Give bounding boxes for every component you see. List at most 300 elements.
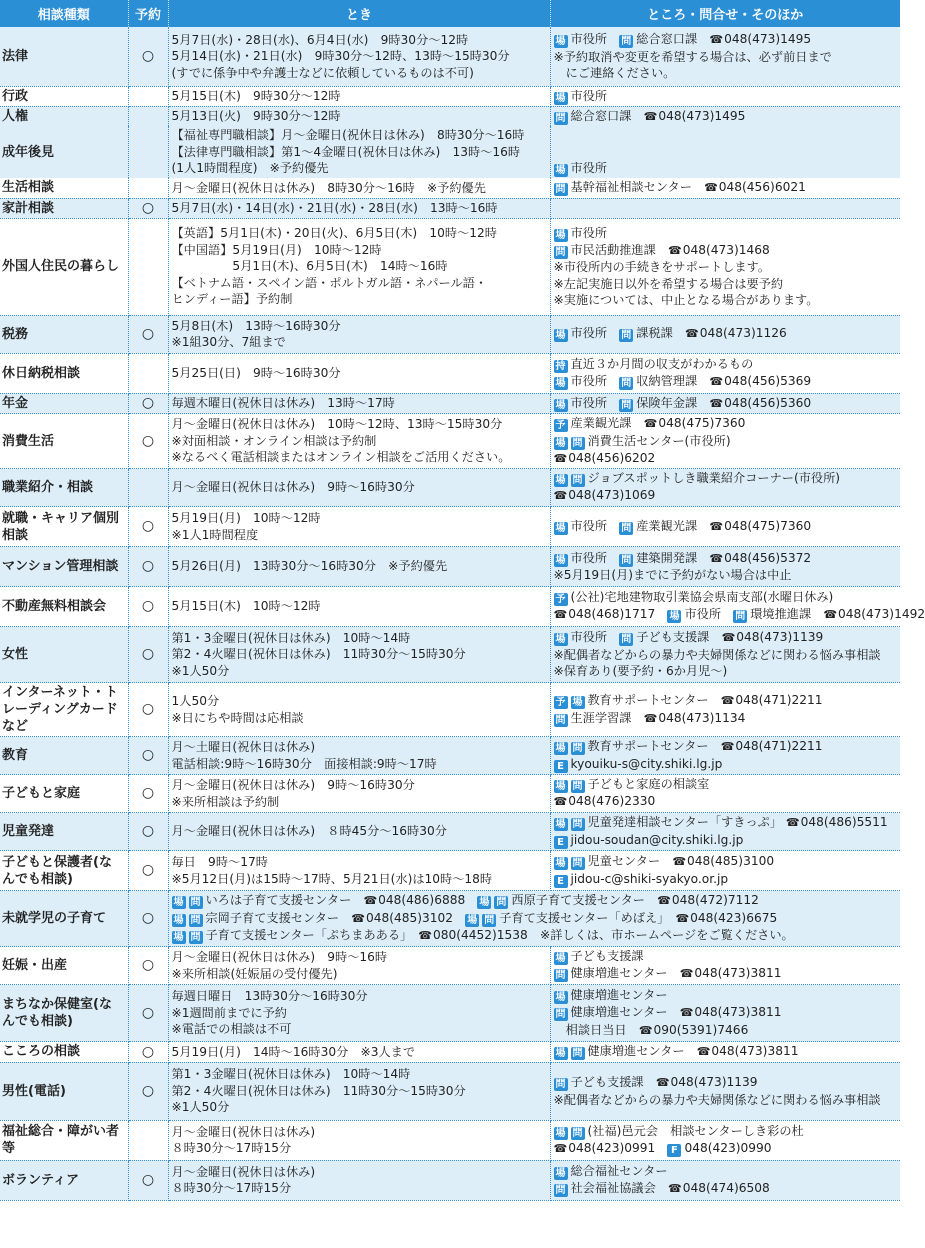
cell-line: ※日にちや時間は応相談: [171, 710, 304, 725]
phone-icon: ☎: [679, 1006, 694, 1019]
label-badge: 場: [555, 437, 566, 449]
cell-line: 場 問 児童センター ☎048(485)3100: [555, 854, 775, 870]
place-info: [550, 126, 900, 178]
label-badge: 問: [621, 377, 632, 389]
label-badge: 問: [555, 1184, 566, 1196]
cell-line: 月～金曜日(祝休日は休み) 9時～16時30分: [171, 480, 415, 495]
label-badge: 場: [555, 554, 566, 566]
cell-line: ※1人50分: [171, 663, 230, 678]
label-badge: 予: [555, 594, 566, 606]
category-name: 女性: [0, 627, 128, 683]
reservation-mark: [128, 1120, 168, 1160]
table-row: [0, 126, 900, 178]
label-badge: 問: [621, 634, 632, 646]
cell-line: 場 問 宗岡子育て支援センター ☎048(485)3102 場 問 子育て支援センター「めばえ」 ☎048(423)6675: [173, 910, 778, 926]
category-name: 消費生活: [0, 414, 128, 469]
place-info: [550, 1062, 900, 1120]
time-info: [168, 947, 550, 985]
cell-line: 場 問 いろは子育て支援センター ☎048(486)6888 場 問 西原子育て支援センター ☎048(472)7112: [173, 893, 759, 909]
phone-icon: ☎: [709, 33, 724, 46]
reservation-mark: ○: [128, 683, 168, 737]
cell-line: 予 場 教育サポートセンター ☎048(471)2211: [555, 693, 823, 708]
header-place: ところ・問合せ・そのほか: [550, 0, 900, 27]
header-time: とき: [168, 0, 550, 27]
place-info: [550, 851, 900, 891]
cell-line: 第1・3金曜日(祝休日は休み) 10時～14時: [171, 630, 411, 645]
cell-line: (1人1時間程度) ※予約優先: [171, 161, 329, 176]
label-badge: 場: [555, 229, 566, 241]
label-badge: 場: [555, 634, 566, 646]
reservation-mark: ○: [128, 851, 168, 891]
cell-line: 場 健康増進センター: [555, 988, 668, 1003]
phone-icon: ☎: [553, 1141, 568, 1155]
cell-line: 5月13日(火) 9時30分～12時: [171, 109, 341, 123]
table-row: [0, 547, 900, 587]
label-badge: 場: [669, 611, 680, 623]
cell-line: 問 生涯学習課 ☎048(473)1134: [555, 710, 746, 726]
category-name: 職業紹介・相談: [0, 469, 128, 507]
cell-line: ※1組30分、7組まで: [171, 335, 286, 349]
label-badge: 予: [555, 697, 566, 708]
label-badge: 問: [190, 897, 201, 909]
label-badge: 場: [555, 330, 566, 342]
cell-line: 場 問 (社福)邑元会 相談センターしき彩の杜: [555, 1123, 804, 1139]
cell-line: 5月7日(水)・14日(水)・21日(水)・28日(水) 13時～16時: [171, 200, 498, 215]
cell-line: ※1人1時間程度: [171, 527, 259, 542]
place-info: [550, 683, 900, 737]
reservation-mark: [128, 106, 168, 126]
label-badge: 問: [572, 1048, 583, 1059]
time-info: [168, 178, 550, 198]
place-info: [550, 627, 900, 683]
label-badge: F: [667, 1144, 681, 1157]
time-info: [168, 587, 550, 627]
label-badge: 問: [572, 781, 583, 793]
cell-line: ※対面相談・オンライン相談は予約制: [171, 433, 377, 448]
table-row: [0, 414, 900, 469]
cell-line: 月～土曜日(祝休日は休み): [171, 740, 316, 754]
phone-icon: ☎: [553, 451, 568, 465]
cell-line: 1人50分: [171, 694, 220, 708]
table-row: [0, 947, 900, 985]
phone-icon: ☎: [655, 1076, 670, 1089]
place-info: [550, 393, 900, 414]
cell-line: 毎週木曜日(祝休日は休み) 13時～17時: [171, 396, 395, 410]
table-row: [0, 198, 900, 218]
reservation-mark: ○: [128, 547, 168, 587]
cell-line: ※なるべく電話相談またはオンライン相談をご活用ください。: [171, 450, 511, 465]
cell-line: 場 問 子育て支援センター「ぷちまあある」 ☎080(4452)1538 ※詳しくは、市ホームページをご覧ください。: [173, 928, 794, 944]
cell-line: ※1人50分: [171, 1100, 230, 1115]
reservation-mark: ○: [128, 1062, 168, 1120]
cell-line: ※5月12日(月)は15時～17時、5月21日(水)は10時～18時: [171, 871, 493, 886]
place-info: [550, 198, 900, 218]
category-name: 教育: [0, 737, 128, 775]
time-info: [168, 1062, 550, 1120]
label-badge: 場: [555, 992, 566, 1003]
cell-line: 持 直近３か月間の収支がわかるもの: [555, 356, 754, 372]
reservation-mark: ○: [128, 627, 168, 683]
cell-line: 5月7日(水)・28日(水)、6月4日(水) 9時30分～12時: [171, 32, 469, 47]
table-row: [0, 393, 900, 414]
phone-icon: ☎: [709, 374, 724, 388]
cell-line: 場 問 子どもと家庭の相談室: [555, 777, 710, 793]
label-badge: 問: [572, 743, 583, 755]
cell-line: ８時30分～17時15分: [171, 1141, 292, 1155]
time-info: [168, 1042, 550, 1063]
table-row: [0, 775, 900, 813]
cell-line: 場 市役所 問 保険年金課 ☎048(456)5360: [555, 395, 812, 411]
place-info: [550, 353, 900, 393]
label-badge: 問: [555, 1009, 566, 1020]
phone-icon: ☎: [363, 894, 378, 908]
cell-line: ヒンディー語】予約制: [171, 292, 293, 307]
category-name: 年金: [0, 393, 128, 414]
cell-line: 問 健康増進センター ☎048(473)3811: [555, 966, 782, 982]
cell-line: 【中国語】5月19日(月) 10時～12時: [171, 242, 382, 257]
table-row: [0, 27, 900, 86]
cell-line: [554, 200, 898, 217]
category-name: 男性(電話): [0, 1062, 128, 1120]
cell-line: ☎048(473)1069: [553, 488, 656, 503]
category-name: 子どもと家庭: [0, 775, 128, 813]
time-info: [168, 353, 550, 393]
label-badge: 問: [572, 437, 583, 449]
cell-line: 場 市役所 問 子ども支援課 ☎048(473)1139: [555, 630, 824, 646]
label-badge: 問: [621, 554, 632, 566]
reservation-mark: [128, 86, 168, 106]
cell-line: 場 市役所: [555, 161, 608, 176]
reservation-mark: ○: [128, 775, 168, 813]
cell-line: 問 健康増進センター ☎048(473)3811: [555, 1005, 782, 1020]
cell-line: 問 子ども支援課 ☎048(473)1139: [555, 1075, 758, 1090]
cell-line: E jidou-soudan@city.shiki.lg.jp: [554, 832, 898, 849]
phone-icon: ☎: [643, 417, 658, 430]
category-name: 税務: [0, 315, 128, 353]
label-badge: 問: [496, 897, 507, 909]
label-badge: 問: [555, 112, 566, 124]
table-row: [0, 106, 900, 126]
cell-line: ☎048(456)6202: [553, 450, 656, 465]
cell-line: 電話相談:9時～16時30分 面接相談:9時～17時: [171, 756, 437, 771]
cell-line: 場 問 教育サポートセンター ☎048(471)2211: [555, 739, 823, 755]
category-name: 休日納税相談: [0, 353, 128, 393]
cell-line: 5月25日(日) 9時～16時30分: [171, 365, 341, 380]
time-info: [168, 813, 550, 851]
cell-line: 5月19日(月) 10時～12時: [171, 511, 321, 525]
label-badge: 場: [479, 897, 490, 909]
cell-line: 【英語】5月1日(木)・20日(火)、6月5日(木) 10時～12時: [171, 226, 497, 241]
label-badge: 問: [621, 330, 632, 342]
place-info: [550, 106, 900, 126]
label-badge: 問: [621, 36, 632, 47]
cell-line: 第2・4火曜日(祝休日は休み) 11時30分～15時30分: [171, 1083, 466, 1098]
cell-line: にご連絡ください。: [553, 66, 676, 80]
category-name: 妊娠・出産: [0, 947, 128, 985]
cell-line: ※電話での相談は不可: [171, 1022, 292, 1037]
table-row: [0, 469, 900, 507]
cell-line: [554, 144, 898, 161]
place-info: [550, 414, 900, 469]
category-name: 福祉総合・障がい者等: [0, 1120, 128, 1160]
label-badge: 問: [621, 522, 632, 534]
category-name: 子どもと保護者(なんでも相談): [0, 851, 128, 891]
reservation-mark: ○: [128, 507, 168, 547]
phone-icon: ☎: [643, 109, 658, 123]
cell-line: 毎日 9時～17時: [171, 855, 268, 869]
label-badge: 場: [555, 1167, 566, 1179]
label-badge: 問: [621, 399, 632, 411]
reservation-mark: ○: [128, 737, 168, 775]
cell-line: ※予約取消や変更を希望する場合は、必ず前日まで: [553, 49, 832, 64]
label-badge: 問: [572, 475, 583, 487]
place-info: [550, 985, 900, 1042]
time-info: [168, 198, 550, 218]
table-row: [0, 627, 900, 683]
label-badge: 場: [555, 953, 566, 965]
label-badge: 問: [190, 932, 201, 944]
cell-line: 相談日当日 ☎090(5391)7466: [553, 1022, 749, 1037]
table-row: [0, 1120, 900, 1160]
place-info: [550, 587, 925, 627]
reservation-mark: ○: [128, 587, 168, 627]
phone-icon: ☎: [638, 1023, 653, 1037]
time-info: [168, 1160, 550, 1200]
cell-line: 問 市民活動推進課 ☎048(473)1468: [555, 242, 770, 258]
phone-icon: ☎: [668, 243, 682, 257]
label-badge: 問: [572, 858, 583, 870]
cell-line: E kyouiku-s@city.shiki.lg.jp: [554, 756, 898, 773]
label-badge: 場: [467, 914, 478, 926]
time-info: [168, 126, 550, 178]
category-name: 法律: [0, 27, 128, 86]
cell-line: 場 問 児童発達相談センター「すきっぷ」 ☎048(486)5511: [555, 815, 888, 831]
cell-line: 場 子ども支援課: [555, 949, 644, 965]
cell-line: ※保育あり(要予約・6か月児～): [553, 664, 728, 679]
phone-icon: ☎: [709, 396, 724, 410]
place-info: [550, 507, 900, 547]
label-badge: 場: [173, 914, 184, 926]
label-badge: 場: [555, 522, 566, 534]
table-row: [0, 985, 900, 1042]
time-info: [168, 469, 550, 507]
table-row: [0, 813, 900, 851]
phone-icon: ☎: [709, 519, 724, 533]
time-info: [168, 547, 550, 587]
cell-line: 毎週日曜日 13時30分～16時30分: [171, 989, 368, 1004]
reservation-mark: ○: [128, 315, 168, 353]
category-name: 家計相談: [0, 198, 128, 218]
cell-line: 場 市役所 問 産業観光課 ☎048(475)7360: [555, 518, 812, 534]
label-badge: 問: [555, 184, 566, 195]
category-name: 行政: [0, 86, 128, 106]
table-row: [0, 851, 900, 891]
reservation-mark: ○: [128, 198, 168, 218]
category-name: まちなか保健室(なんでも相談): [0, 985, 128, 1042]
wide-info: [168, 891, 900, 947]
table-row: [0, 315, 900, 353]
time-info: [168, 627, 550, 683]
cell-line: 5月15日(木) 9時30分～12時: [171, 88, 341, 103]
phone-icon: ☎: [720, 740, 735, 754]
cell-line: ※来所相談は予約制: [171, 794, 280, 809]
cell-line: 場 総合福祉センター: [555, 1163, 668, 1179]
cell-line: 【ベトナム語・スペイン語・ポルトガル語・ネパール語・: [171, 275, 488, 290]
category-name: インターネット・トレーディングカードなど: [0, 683, 128, 737]
label-badge: 問: [555, 970, 566, 982]
phone-icon: ☎: [668, 1181, 682, 1195]
label-badge: 問: [555, 1079, 566, 1090]
reservation-mark: ○: [128, 414, 168, 469]
reservation-mark: [128, 178, 168, 198]
cell-line: 【福祉専門職相談】月～金曜日(祝休日は休み) 8時30分～16時: [171, 128, 525, 143]
table-row: [0, 891, 900, 947]
label-badge: 場: [555, 1048, 566, 1059]
cell-line: ※実施については、中止となる場合があります。: [553, 293, 819, 307]
label-badge: 場: [555, 399, 566, 411]
reservation-mark: ○: [128, 27, 168, 86]
cell-line: 5月1日(木)、6月5日(木) 14時～16時: [171, 259, 448, 274]
cell-line: ８時30分～17時15分: [171, 1181, 292, 1195]
cell-line: ※配偶者などからの暴力や夫婦関係などに関わる悩み事相談: [553, 647, 881, 662]
cell-line: ※1週間前までに予約: [171, 1005, 287, 1020]
cell-line: 場 市役所 問 課税課 ☎048(473)1126: [555, 326, 787, 342]
table-row: [0, 353, 900, 393]
label-badge: 場: [555, 1127, 566, 1139]
cell-line: 【法律専門職相談】第1～4金曜日(祝休日は休み) 13時～16時: [171, 144, 521, 159]
category-name: 外国人住民の暮らし: [0, 218, 128, 315]
label-badge: 場: [173, 932, 184, 944]
place-info: [550, 1120, 900, 1160]
phone-icon: ☎: [643, 711, 658, 725]
cell-line: 月～金曜日(祝休日は休み) 9時～16時: [171, 950, 388, 964]
reservation-mark: ○: [128, 1160, 168, 1200]
label-badge: 持: [555, 360, 566, 372]
label-badge: E: [554, 836, 568, 849]
label-badge: 問: [572, 819, 583, 831]
category-name: ボランティア: [0, 1160, 128, 1200]
cell-line: ※配偶者などからの暴力や夫婦関係などに関わる悩み事相談: [553, 1092, 881, 1107]
time-info: [168, 1120, 550, 1160]
phone-icon: ☎: [675, 911, 690, 925]
category-name: 生活相談: [0, 178, 128, 198]
cell-line: 第2・4火曜日(祝休日は休み) 11時30分～15時30分: [171, 647, 466, 662]
phone-icon: ☎: [709, 551, 724, 565]
reservation-mark: ○: [128, 1042, 168, 1063]
table-row: [0, 86, 900, 106]
label-badge: 場: [555, 781, 566, 793]
phone-icon: ☎: [418, 929, 432, 943]
label-badge: 場: [555, 377, 566, 389]
phone-icon: ☎: [720, 694, 735, 707]
place-info: [550, 813, 900, 851]
time-info: [168, 737, 550, 775]
cell-line: ※来所相談(妊娠届の受付優先): [171, 966, 338, 981]
cell-line: ※市役所内の手続きをサポートします。: [553, 260, 770, 274]
time-info: [168, 393, 550, 414]
table-row: [0, 1062, 900, 1120]
time-info: [168, 27, 550, 86]
label-badge: 場: [555, 475, 566, 487]
reservation-mark: [128, 126, 168, 178]
reservation-mark: [128, 469, 168, 507]
label-badge: 場: [555, 819, 566, 831]
cell-line: 場 市役所: [555, 225, 608, 241]
label-badge: 場: [173, 897, 184, 909]
cell-line: (すでに係争中や弁護士などに依頼しているものは不可): [171, 65, 474, 80]
time-info: [168, 775, 550, 813]
category-name: 成年後見: [0, 126, 128, 178]
reservation-mark: ○: [128, 891, 168, 947]
time-info: [168, 683, 550, 737]
category-name: 児童発達: [0, 813, 128, 851]
cell-line: 場 市役所 問 収納管理課 ☎048(456)5369: [555, 373, 812, 389]
cell-line: 5月14日(水)・21日(水) 9時30分～12時、13時～15時30分: [171, 49, 510, 63]
place-info: [550, 469, 900, 507]
cell-line: 場 市役所 問 建築開発課 ☎048(456)5372: [555, 550, 812, 566]
phone-icon: ☎: [657, 894, 671, 908]
phone-icon: ☎: [823, 608, 838, 622]
time-info: [168, 507, 550, 547]
place-info: [550, 775, 900, 813]
label-badge: 場: [555, 165, 566, 176]
header-category: 相談種類: [0, 0, 128, 27]
cell-line: ※左記実施日以外を希望する場合は要予約: [553, 276, 784, 291]
cell-line: ☎048(468)1717 場 市役所 問 環境推進課 ☎048(473)1492: [553, 607, 925, 623]
cell-line: ※5月19日(月)までに予約がない場合は中止: [553, 568, 792, 582]
table-row: [0, 1160, 900, 1200]
table-header: [0, 0, 900, 27]
table-row: [0, 218, 900, 315]
label-badge: E: [554, 875, 568, 888]
time-info: [168, 851, 550, 891]
table-row: [0, 737, 900, 775]
place-info: [550, 218, 900, 315]
label-badge: 場: [555, 743, 566, 755]
table-row: [0, 1042, 900, 1063]
time-info: [168, 218, 550, 315]
cell-line: 月～金曜日(祝休日は休み): [171, 1124, 316, 1139]
phone-icon: ☎: [679, 967, 694, 981]
phone-icon: ☎: [704, 181, 718, 194]
reservation-mark: [128, 353, 168, 393]
cell-line: 月～金曜日(祝休日は休み) 9時～16時30分: [171, 778, 415, 792]
cell-line: ☎048(476)2330: [553, 794, 656, 809]
cell-line: 月～金曜日(祝休日は休み) 10時～12時、13時～15時30分: [171, 417, 503, 432]
reservation-mark: [128, 218, 168, 315]
cell-line: ☎048(423)0991 F 048(423)0990: [553, 1140, 772, 1156]
cell-line: 予 産業観光課 ☎048(475)7360: [555, 416, 746, 431]
place-info: [550, 86, 900, 106]
table-row: [0, 587, 900, 627]
label-badge: E: [554, 760, 568, 773]
cell-line: 5月26日(月) 13時30分～16時30分 ※予約優先: [171, 559, 448, 574]
label-badge: 問: [190, 914, 201, 926]
category-name: こころの相談: [0, 1042, 128, 1063]
reservation-mark: ○: [128, 393, 168, 414]
cell-line: 場 市役所 問 総合窓口課 ☎048(473)1495: [555, 32, 812, 47]
time-info: [168, 315, 550, 353]
time-info: [168, 985, 550, 1042]
cell-line: 月～金曜日(祝休日は休み) 8時30分～16時 ※予約優先: [171, 180, 486, 195]
category-name: マンション管理相談: [0, 547, 128, 587]
label-badge: 問: [484, 914, 495, 926]
cell-line: [554, 127, 898, 144]
place-info: [550, 315, 900, 353]
label-badge: 場: [555, 92, 566, 104]
table-row: [0, 683, 900, 737]
phone-icon: ☎: [785, 816, 800, 830]
